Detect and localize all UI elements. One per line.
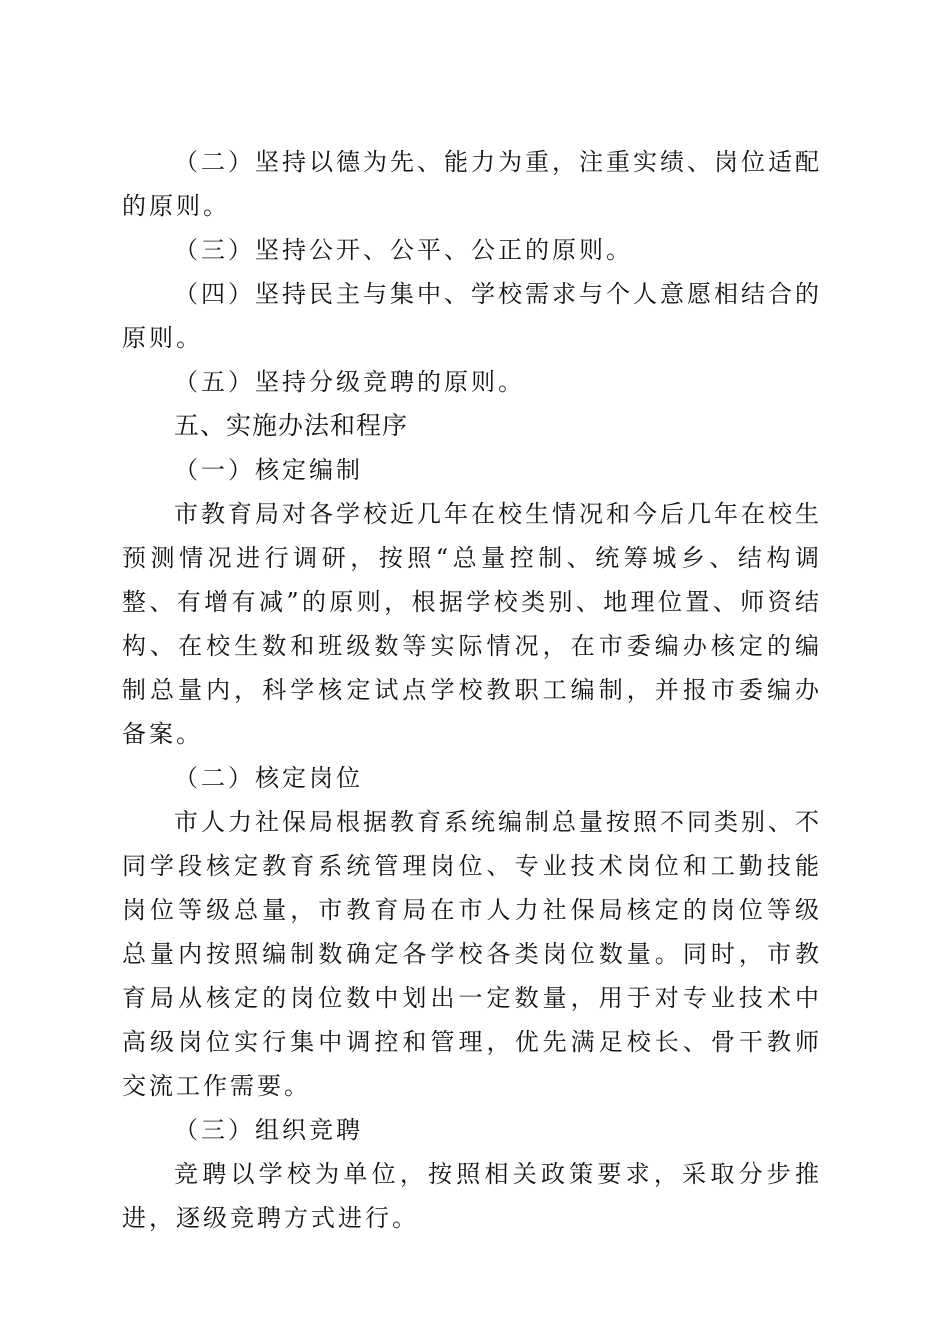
document-body (122, 140, 822, 1240)
subsection-1-paragraph: 市教育局对各学校近几年在校生情况和今后几年在校生预测情况进行调研，按照“总量控制、统筹城乡、结构调整、有增有减”的原则，根据学校类别、地理位置、师资结构、在校生数和班级数等实际情况，在市委编办核定的编制总量内，科学核定试点学校教职工编制，并报市委编办备案。 (122, 500, 822, 748)
principle-5-paragraph: （五）坚持分级竞聘的原则。 (174, 368, 525, 396)
subsection-1-heading: （一）核定编制 (174, 456, 363, 484)
section-5-heading: 五、实施办法和程序 (174, 411, 409, 440)
subsection-2-heading: （二）核定岗位 (174, 764, 363, 792)
principle-2-paragraph: （二）坚持以德为先、能力为重，注重实绩、岗位适配的原则。 (122, 148, 822, 220)
principle-4-paragraph: （四）坚持民主与集中、学校需求与个人意愿相结合的原则。 (122, 280, 822, 352)
subsection-3-heading: （三）组织竞聘 (174, 1116, 363, 1144)
subsection-2-paragraph: 市人力社保局根据教育系统编制总量按照不同类别、不同学段核定教育系统管理岗位、专业技术岗位和工勤技能岗位等级总量，市教育局在市人力社保局核定的岗位等级总量内按照编制数确定各学校各类岗位数量。同时，市教育局从核定的岗位数中划出一定数量，用于对专业技术中高级岗位实行集中调控和管理，优先满足校长、骨干教师交流工作需要。 (122, 808, 822, 1100)
subsection-3-paragraph: 竞聘以学校为单位，按照相关政策要求，采取分步推进，逐级竞聘方式进行。 (122, 1160, 822, 1232)
principle-3-paragraph: （三）坚持公开、公平、公正的原则。 (174, 236, 633, 264)
